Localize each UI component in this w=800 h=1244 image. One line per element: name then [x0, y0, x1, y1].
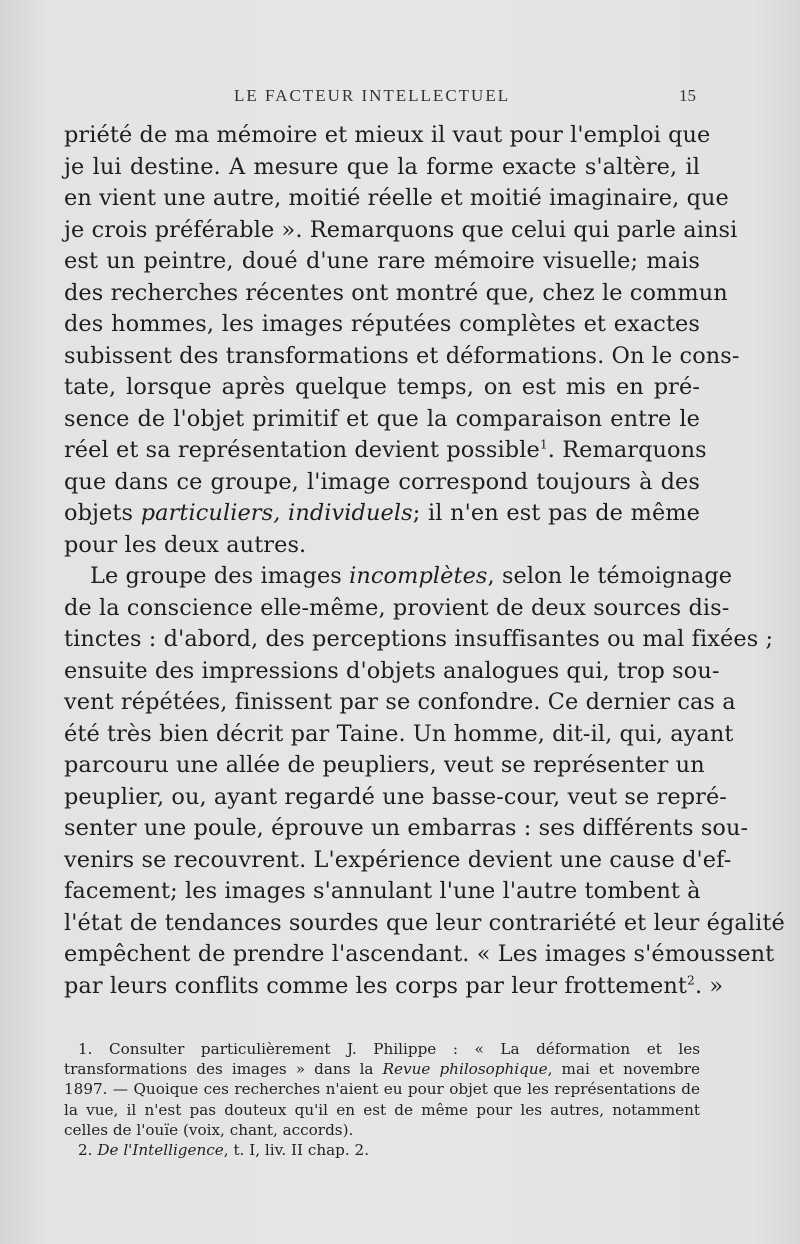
text-line: priété de ma mémoire et mieux il vaut pour l'emploi que — [64, 122, 711, 148]
text-line: senter une poule, éprouve un embarras : ses différents sou- — [64, 815, 749, 841]
text-fragment: , t. I, liv. II chap. 2. — [223, 1141, 370, 1160]
running-head — [64, 86, 696, 110]
text-fragment: , selon le témoignage — [487, 563, 733, 589]
text-fragment: réel et sa représentation devient possible — [64, 437, 540, 463]
text-fragment: Le groupe des images — [90, 563, 350, 589]
italic-text: incomplètes — [349, 563, 488, 589]
text-line: facement; les images s'annulant l'une l'autre tombent à — [64, 878, 701, 904]
paragraph-2 — [64, 561, 785, 1002]
text-fragment: 2. — [78, 1141, 98, 1160]
text-line: pour les deux autres. — [64, 531, 307, 558]
text-line: que dans ce groupe, l'image correspond toujours à des — [64, 468, 700, 495]
text-fragment: objets — [64, 500, 141, 526]
text-line: je crois préférable ». Remarquons que celui qui parle ainsi — [64, 216, 738, 243]
text-line: venirs se recouvrent. L'expérience devient une cause d'ef- — [64, 846, 732, 873]
footnote-2 — [64, 1140, 700, 1160]
italic-text: particuliers, individuels — [140, 500, 413, 526]
text-line: en vient une autre, moitié réelle et moitié imaginaire, que — [64, 185, 729, 211]
text-fragment: 1. Consulter particulièrement J. Philippe : « La déformation et les transformations des images » dans la — [64, 1040, 700, 1079]
text-line: de la conscience elle-même, provient de deux sources dis- — [64, 594, 730, 621]
text-line — [64, 971, 724, 1003]
text-line: subissent des transformations et déformations. On le cons- — [64, 342, 740, 369]
footnote-ref-2: 2 — [687, 973, 695, 988]
page-number: 15 — [679, 86, 696, 105]
footnotes — [64, 1039, 700, 1160]
text-line: tate, lorsque après quelque temps, on est mis en pré- — [64, 374, 700, 400]
text-line: empêchent de prendre l'ascendant. « Les images s'émoussent — [64, 941, 775, 967]
text-fragment: . Remarquons — [547, 437, 707, 463]
text-line — [64, 498, 700, 530]
text-line — [64, 435, 707, 467]
text-line: des recherches récentes ont montré que, chez le commun — [64, 279, 728, 306]
text-line: l'état de tendances sourdes que leur contrariété et leur égalité — [64, 909, 785, 936]
text-line: été très bien décrit par Taine. Un homme, dit-il, qui, ayant — [64, 720, 734, 747]
text-line: je lui destine. A mesure que la forme exacte s'altère, il — [64, 153, 700, 180]
paragraph-1 — [64, 120, 740, 561]
italic-text: Revue philosophique — [382, 1060, 548, 1079]
text-fragment: ; il n'en est pas de même — [412, 500, 700, 526]
text-line: parcouru une allée de peupliers, veut se représenter un — [64, 752, 705, 778]
text-line: tinctes : d'abord, des perceptions insuffisantes ou mal fixées ; — [64, 626, 774, 652]
footnote-1 — [64, 1039, 700, 1140]
italic-text: De l'Intelligence — [97, 1141, 224, 1160]
text-fragment: par leurs conflits comme les corps par leur frottement — [64, 972, 688, 999]
text-line: ensuite des impressions d'objets analogues qui, trop sou- — [64, 657, 720, 684]
footnote-ref-1: 1 — [539, 437, 548, 452]
text-line: sence de l'objet primitif et que la comparaison entre le — [64, 405, 700, 432]
text-line: des hommes, les images réputées complètes et exactes — [64, 311, 700, 337]
text-fragment: . » — [694, 972, 724, 999]
running-head-title: LE FACTEUR INTELLECTUEL — [234, 86, 511, 105]
body-text — [64, 120, 785, 1002]
text-fragment: , mai et novembre 1897. — Quoique ces recherches n'aient eu pour objet que les représentations de la vue, il n'est pas douteux qu'il en est de même pour les autres, notamment celles de l'ouïe (voix, chant, accords). — [64, 1060, 700, 1139]
text-line: peuplier, ou, ayant regardé une basse-cour, veut se repré- — [64, 783, 727, 810]
text-line: vent répétées, finissent par se confondre. Ce dernier cas a — [64, 689, 736, 715]
text-line — [64, 561, 733, 593]
text-line: est un peintre, doué d'une rare mémoire visuelle; mais — [64, 248, 700, 274]
